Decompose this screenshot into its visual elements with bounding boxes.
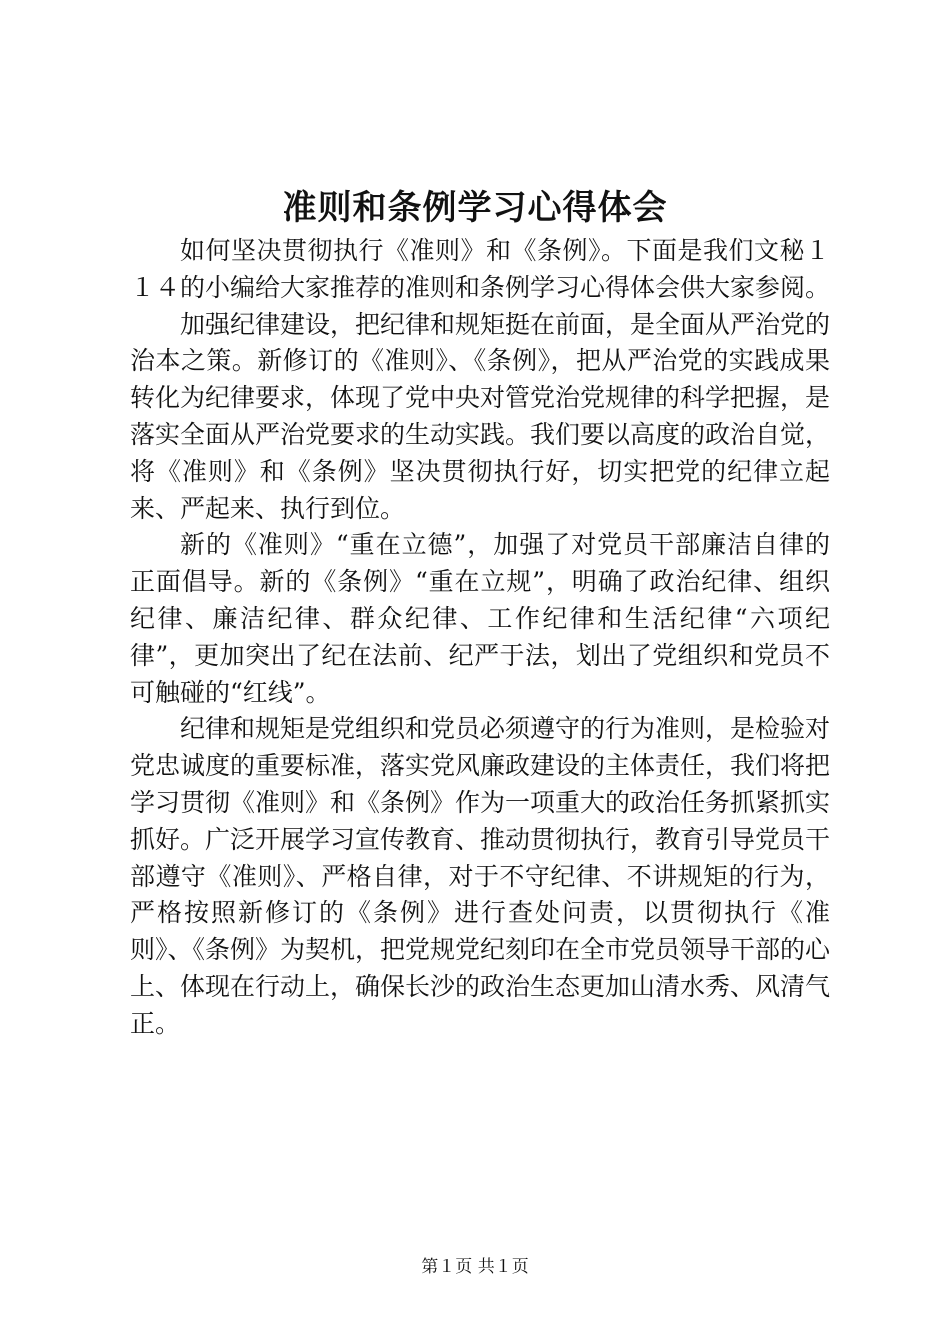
paragraph-intro: 如何坚决贯彻执行《准则》和《条例》。下面是我们文秘１１４的小编给大家推荐的准则和条例学习心得体会供大家参阅。 (130, 236, 831, 302)
paragraph-new-rules: 新的《准则》“重在立德”，加强了对党员干部廉洁自律的正面倡导。新的《条例》“重在立规”，明确了政治纪律、组织纪律、廉洁纪律、群众纪律、工作纪律和生活纪律“六项纪律”，更加突出了纪在法前、纪严于法，划出了党组织和党员不可触碰的“红线”。 (130, 530, 830, 707)
document-body (130, 233, 830, 1043)
paragraph-implementation: 纪律和规矩是党组织和党员必须遵守的行为准则，是检验对党忠诚度的重要标准，落实党风廉政建设的主体责任，我们将把学习贯彻《准则》和《条例》作为一项重大的政治任务抓紧抓实抓好。广泛开展学习宣传教育、推动贯彻执行，教育引导党员干部遵守《准则》、严格自律，对于不守纪律、不讲规矩的行为，严格按照新修订的《条例》进行查处问责，以贯彻执行《准则》、《条例》为契机，把党规党纪刻印在全市党员领导干部的心上、体现在行动上，确保长沙的政治生态更加山清水秀、风清气正。 (130, 714, 831, 1038)
page-footer: 第１页 共１页 (421, 1257, 529, 1277)
paragraph-discipline-building: 加强纪律建设，把纪律和规矩挺在前面，是全面从严治党的治本之策。新修订的《准则》、《条例》，把从严治党的实践成果转化为纪律要求，体现了党中央对管党治党规律的科学把握，是落实全面从严治党要求的生动实践。我们要以高度的政治自觉，将《准则》和《条例》坚决贯彻执行好，切实把党的纪律立起来、严起来、执行到位。 (130, 309, 831, 523)
document-title: 准则和条例学习心得体会 (282, 188, 668, 228)
